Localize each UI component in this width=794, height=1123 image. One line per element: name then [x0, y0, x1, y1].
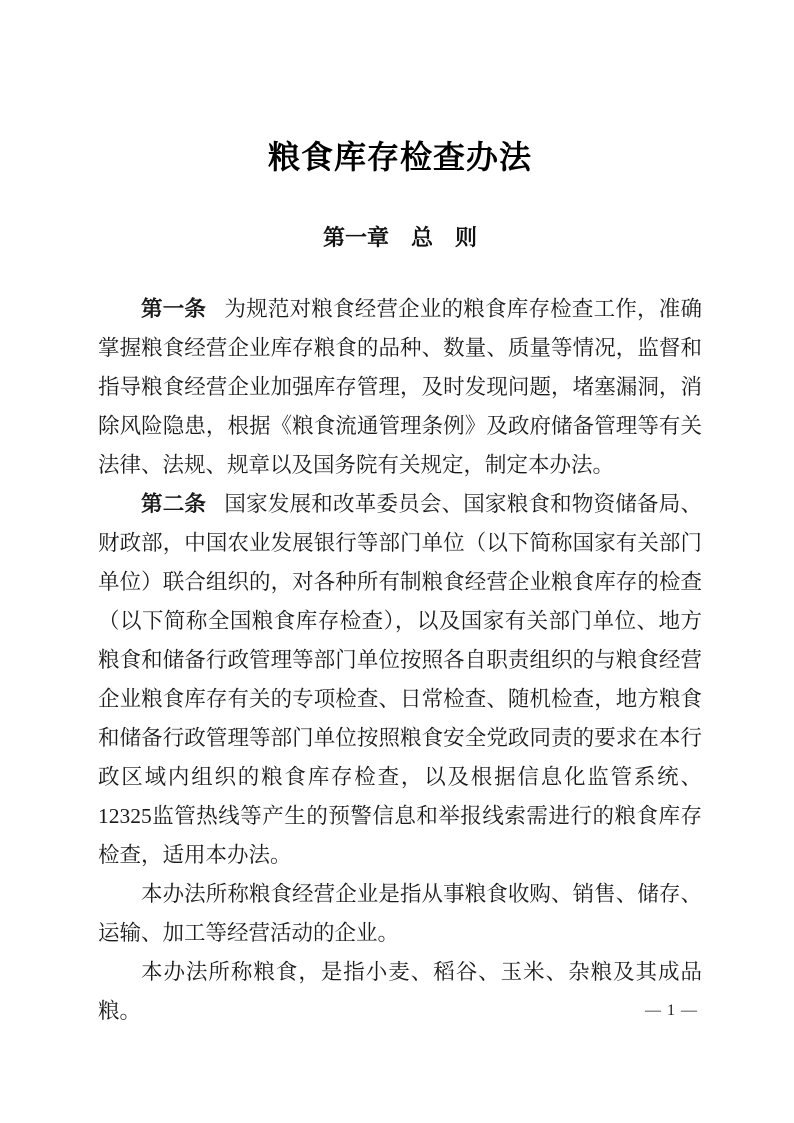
article-1-label: 第一条 [141, 297, 207, 321]
article-2-label: 第二条 [141, 492, 207, 516]
definition-grain-text: 本办法所称粮食，是指小麦、稻谷、玉米、杂粮及其成品粮。 [98, 960, 702, 1023]
definition-enterprise-text: 本办法所称粮食经营企业是指从事粮食收购、销售、储存、运输、加工等经营活动的企业。 [98, 882, 702, 945]
paragraph-definition-grain [98, 953, 702, 1031]
paragraph-article-1 [98, 290, 702, 485]
document-body [98, 290, 702, 1031]
paragraph-article-2 [98, 485, 702, 875]
article-2-text: 国家发展和改革委员会、国家粮食和物资储备局、财政部，中国农业发展银行等部门单位（以下简称国家有关部门单位）联合组织的，对各种所有制粮食经营企业粮食库存的检查（以下简称全国粮食库存检查），以及国家有关部门单位、地方粮食和储备行政管理等部门单位按照各自职责组织的与粮食经营企业粮食库存有关的专项检查、日常检查、随机检查，地方粮食和储备行政管理等部门单位按照粮食安全党政同责的要求在本行政区域内组织的粮食库存检查，以及根据信息化监管系统、12325监管热线等产生的预警信息和举报线索需进行的粮食库存检查，适用本办法。 [98, 492, 702, 867]
paragraph-definition-enterprise [98, 875, 702, 953]
article-1-text: 为规范对粮食经营企业的粮食库存检查工作，准确掌握粮食经营企业库存粮食的品种、数量、质量等情况，监督和指导粮食经营企业加强库存管理，及时发现问题，堵塞漏洞，消除风险隐患，根据《粮食流通管理条例》及政府储备管理等有关法律、法规、规章以及国务院有关规定，制定本办法。 [98, 297, 702, 477]
document-title: 粮食库存检查办法 [267, 139, 532, 175]
chapter-heading: 第一章 总 则 [322, 225, 477, 250]
page-number: — 1 — [645, 1002, 698, 1019]
